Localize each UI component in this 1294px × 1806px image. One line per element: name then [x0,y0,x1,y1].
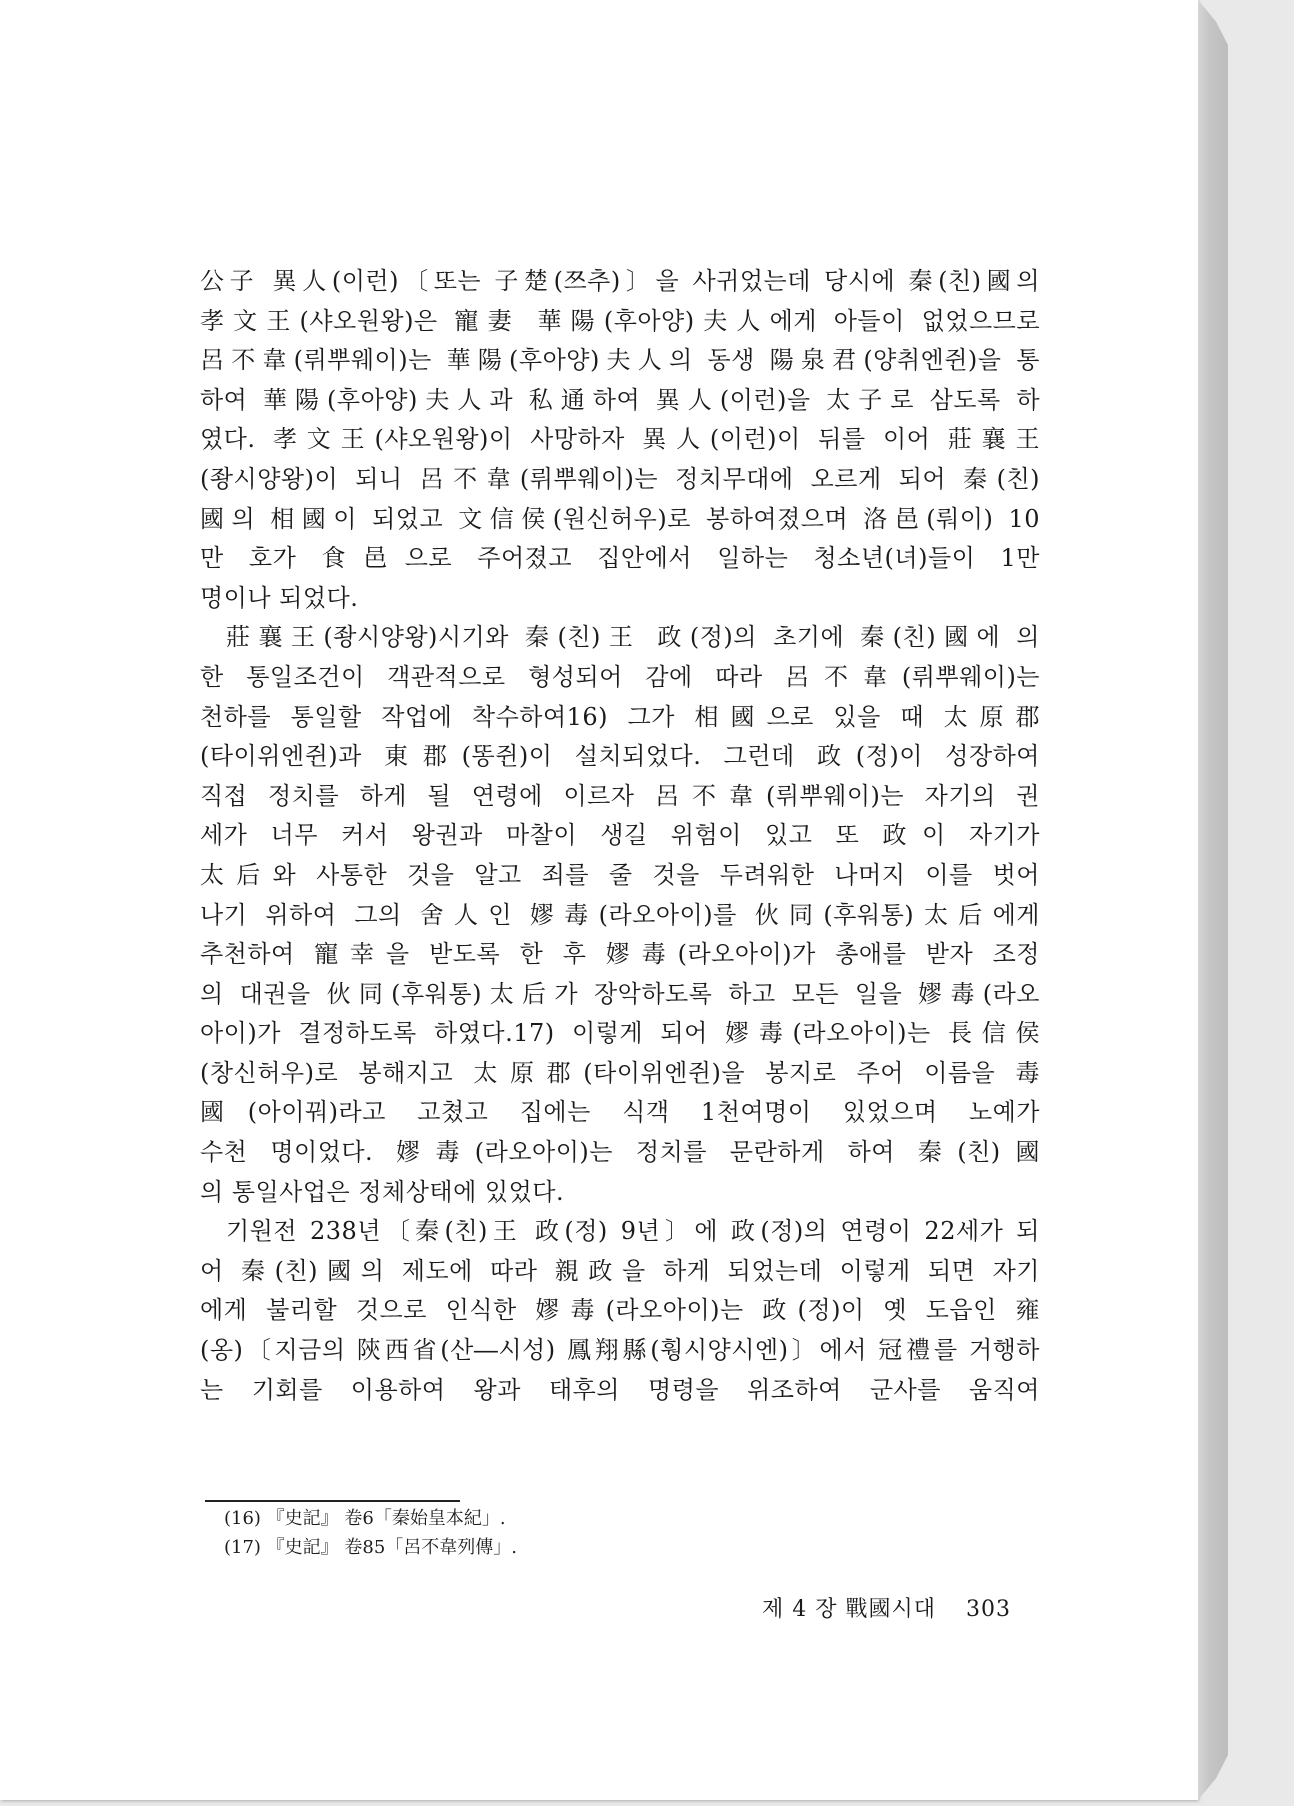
text-line: 명이나 되었다. [200,583,359,612]
text-line: 孝文王(샤오원왕)은 寵妻 華陽(후아양)夫人에게 아들이 없었으므로 [200,306,1040,335]
text-line: 하여 華陽(후아양)夫人과 私通하여 異人(이런)을 太子로 삼도록 하 [200,385,1040,414]
text-line: 나기 위하여 그의 舍人인 嫪毒(라오아이)를 伙同(후워통)太后에게 [200,900,1040,929]
chapter-title: 戰國시대 [845,1597,937,1622]
text-line: 에게 불리할 것으로 인식한 嫪毒(라오아이)는 政(정)이 옛 도읍인 雍 [200,1296,1040,1325]
text-line: 公子 異人(이런)〔또는 子楚(쯔추)〕을 사귀었는데 당시에 秦(친)國의 [200,267,1040,295]
chapter-label: 제 4 장 [762,1597,838,1622]
text-line: 國의 相國이 되었고 文信侯(원신허우)로 봉하여졌으며 洛邑(뤄이) 10 [200,504,1040,533]
text-line: (창신허우)로 봉해지고 太原郡(타이위엔쥔)을 봉지로 주어 이름을 毒 [200,1058,1040,1087]
text-line: 만 호가 食邑으로 주어졌고 집안에서 일하는 청소년(녀)들이 1만 [200,544,1040,573]
text-line: 는 기회를 이용하여 왕과 태후의 명령을 위조하여 군사를 움직여 [200,1375,1040,1404]
page-edge [1198,0,1228,1800]
page-number: 303 [966,1597,1012,1622]
footnote: (17) 『史記』 卷85「呂不韋列傳」. [224,1537,518,1558]
text-line: 의 통일사업은 정체상태에 있었다. [200,1177,565,1206]
text-line: 직접 정치를 하게 될 연령에 이르자 呂不韋(뤼뿌웨이)는 자기의 권 [200,781,1040,810]
running-footer [762,1592,1011,1623]
text-line: (타이위엔쥔)과 東郡(똥쥔)이 설치되었다. 그런데 政(정)이 성장하여 [200,742,1040,771]
text-line: 세가 너무 커서 왕권과 마찰이 생길 위험이 있고 또 政이 자기가 [200,821,1040,850]
text-line: 어 秦(친)國의 제도에 따라 親政을 하게 되었는데 이렇게 되면 자기 [200,1256,1040,1285]
text-line: 추천하여 寵幸을 받도록 한 후 嫪毒(라오아이)가 총애를 받자 조정 [200,940,1040,969]
text-line: 였다. 孝文王(샤오원왕)이 사망하자 異人(이런)이 뒤를 이어 莊襄王 [200,425,1040,454]
footnote-divider [205,1500,460,1502]
text-line: 莊襄王(좡시양왕)시기와 秦(친)王 政(정)의 초기에 秦(친)國에 의 [226,623,1040,652]
text-line: 아이)가 결정하도록 하였다.17) 이렇게 되어 嫪毒(라오아이)는 長信侯 [200,1019,1040,1048]
text-line: 한 통일조건이 객관적으로 형성되어 감에 따라 呂不韋(뤼뿌웨이)는 [200,662,1040,691]
text-line: (옹)〔지금의 陝西省(산―시성) 鳳翔縣(훵시양시엔)〕에서 冠禮를 거행하 [200,1336,1040,1365]
text-line: 천하를 통일할 작업에 착수하여16) 그가 相國으로 있을 때 太原郡 [200,702,1040,731]
footnote: (16) 『史記』 卷6「秦始皇本紀」. [224,1508,506,1529]
text-line: 太后와 사통한 것을 알고 죄를 줄 것을 두려워한 나머지 이를 벗어 [200,860,1040,889]
text-line: 呂不韋(뤼뿌웨이)는 華陽(후아양)夫人의 동생 陽泉君(양취엔쥔)을 통 [200,346,1040,375]
text-line: (좡시양왕)이 되니 呂不韋(뤼뿌웨이)는 정치무대에 오르게 되어 秦(친) [200,464,1040,493]
text-line: 수천 명이었다. 嫪毒(라오아이)는 정치를 문란하게 하여 秦(친)國 [200,1138,1040,1167]
text-line: 國(아이꿔)라고 고쳤고 집에는 식객 1천여명이 있었으며 노예가 [200,1098,1040,1127]
text-line: 의 대권을 伙同(후워통)太后가 장악하도록 하고 모든 일을 嫪毒(라오 [200,979,1040,1008]
text-line: 기원전 238년〔秦(친)王 政(정) 9년〕에 政(정)의 연령이 22세가 되 [226,1217,1040,1246]
body-text [200,262,1040,1410]
footnotes [224,1504,517,1562]
